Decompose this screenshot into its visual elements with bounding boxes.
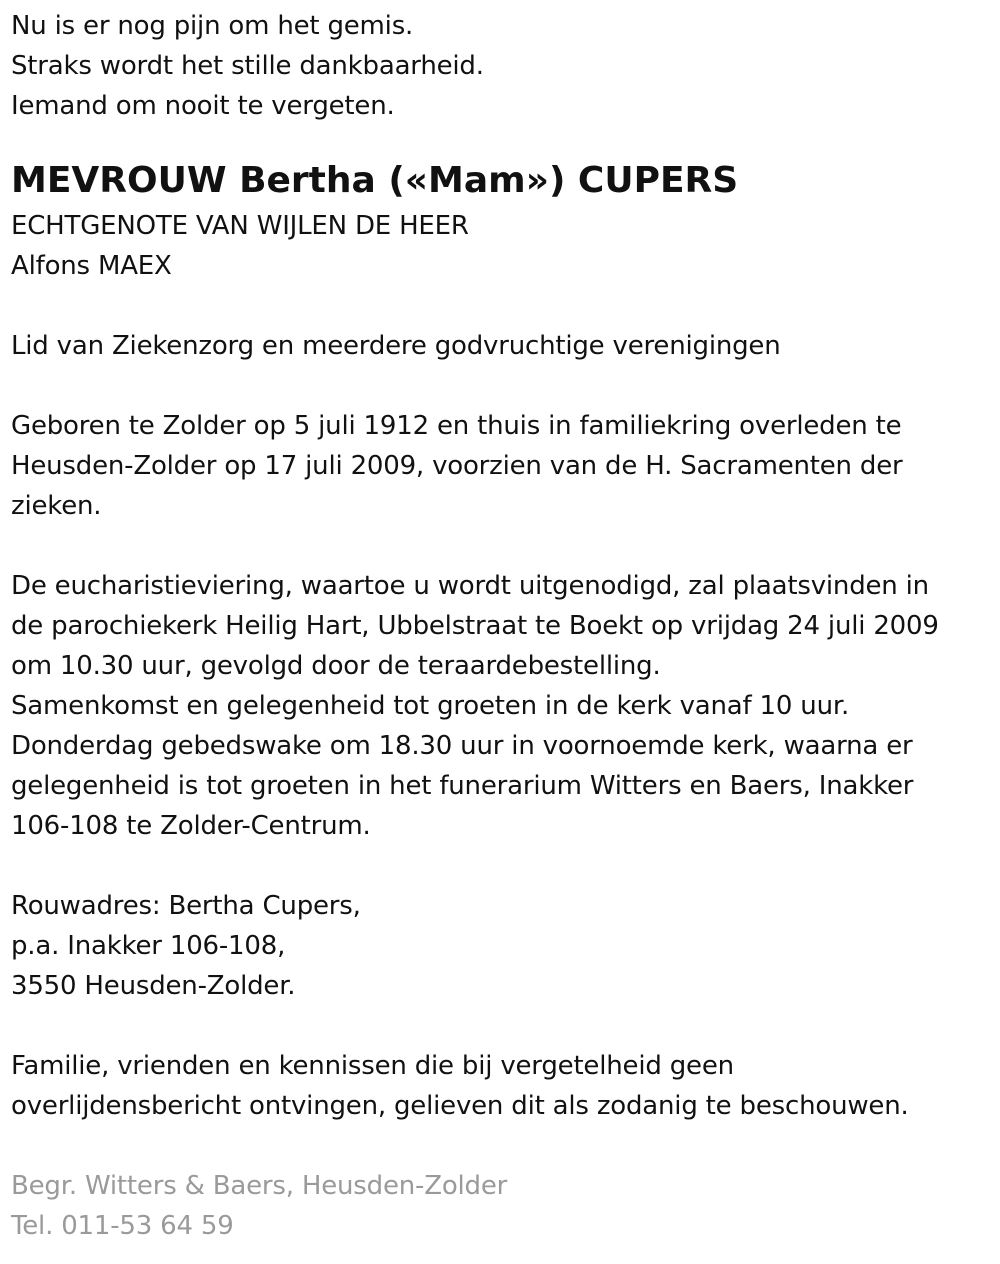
address-line: Rouwadres: Bertha Cupers, xyxy=(11,891,361,921)
deceased-name: MEVROUW Bertha («Mam») CUPERS xyxy=(11,160,739,201)
birth-death-line: Heusden-Zolder op 17 juli 2009, voorzien van de H. Sacramenten der xyxy=(11,451,903,481)
mourning-address xyxy=(11,886,991,1006)
birth-death-line: Geboren te Zolder op 5 juli 1912 en thuis in familiekring overleden te xyxy=(11,411,902,441)
ceremony-line: Samenkomst en gelegenheid tot groeten in de kerk vanaf 10 uur. xyxy=(11,691,850,721)
address-line: p.a. Inakker 106-108, xyxy=(11,931,286,961)
funeral-home-phone: Tel. 011-53 64 59 xyxy=(11,1211,234,1241)
verse-line: Nu is er nog pijn om het gemis. xyxy=(11,11,414,41)
notice-line: overlijdensbericht ontvingen, gelieven dit als zodanig te beschouwen. xyxy=(11,1091,909,1121)
verse xyxy=(11,6,991,126)
address-line: 3550 Heusden-Zolder. xyxy=(11,971,296,1001)
ceremony-line: 106-108 te Zolder-Centrum. xyxy=(11,811,371,841)
birth-death-line: zieken. xyxy=(11,491,102,521)
ceremony-line: Donderdag gebedswake om 18.30 uur in voornoemde kerk, waarna er xyxy=(11,731,913,761)
ceremony-line: gelegenheid is tot groeten in het funerarium Witters en Baers, Inakker xyxy=(11,771,914,801)
obituary-notice xyxy=(11,6,991,1246)
notice-line: Familie, vrienden en kennissen die bij vergetelheid geen xyxy=(11,1051,734,1081)
membership-line: Lid van Ziekenzorg en meerdere godvruchtige verenigingen xyxy=(11,331,781,361)
spouse-name: Alfons MAEX xyxy=(11,251,172,281)
birth-death-paragraph xyxy=(11,406,991,526)
verse-line: Straks wordt het stille dankbaarheid. xyxy=(11,51,484,81)
deceased-info xyxy=(11,156,991,286)
ceremony-line: de parochiekerk Heilig Hart, Ubbelstraat te Boekt op vrijdag 24 juli 2009 xyxy=(11,611,939,641)
funeral-home-footer xyxy=(11,1166,991,1246)
ceremony-line: om 10.30 uur, gevolgd door de teraardebestelling. xyxy=(11,651,661,681)
verse-line: Iemand om nooit te vergeten. xyxy=(11,91,395,121)
relation-line: ECHTGENOTE VAN WIJLEN DE HEER xyxy=(11,211,469,241)
membership xyxy=(11,326,991,366)
ceremony-line: De eucharistieviering, waartoe u wordt uitgenodigd, zal plaatsvinden in xyxy=(11,571,929,601)
funeral-home-name: Begr. Witters & Baers, Heusden-Zolder xyxy=(11,1171,508,1201)
notice-paragraph xyxy=(11,1046,991,1126)
ceremony-paragraph xyxy=(11,566,991,846)
